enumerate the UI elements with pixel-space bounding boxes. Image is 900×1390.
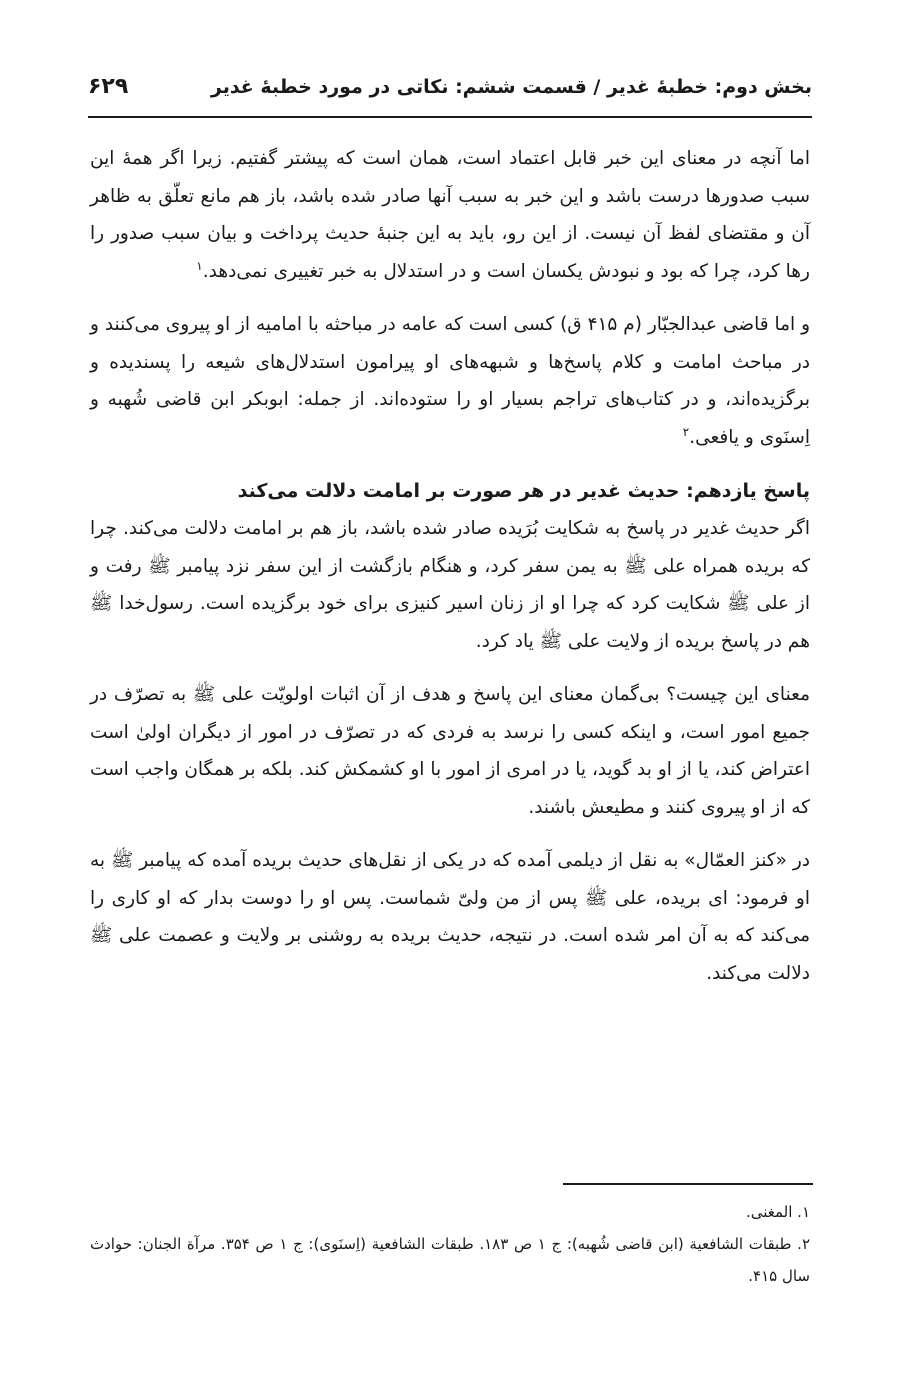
paragraph: در «کنز العمّال» به نقل از دیلمی آمده که در یکی از نقل‌های حدیث بریده آمده که پیامبر ﷺ به او فرمود: ای بریده، علی ﷺ پس از من ولیّ شماست. پس او را دوست بدار که او کاری را می‌کند که به آن امر شده است. در نتیجه، حدیث بریده به روشنی بر ولایت و عصمت علی ﷺ دلالت می‌کند.	[90, 850, 810, 984]
paragraph	[90, 140, 810, 290]
footnotes	[90, 1196, 810, 1292]
paragraph-text: و اما قاضی عبدالجبّار (م ۴۱۵ ق) کسی است که عامه در مباحثه با امامیه از او پیروی می‌کنند و در مباحث امامت و کلام پاسخ‌ها و شبهه‌های او پیرامون استدلال‌های شیعه را پسندیده و برگزیده‌اند، و در کتاب‌های تراجم بسیار او را ستوده‌اند. از جمله: ابوبکر ابن قاضی شُهبه و اِسنَوی و یافعی.	[90, 314, 810, 448]
page-number: ۶۲۹	[88, 74, 129, 99]
footnote: ۲. طبقات الشافعیة (ابن قاضی شُهبه): ج ۱ ص ۱۸۳. طبقات الشافعیة (اِسنَوی): ج ۱ ص ۳۵۴. مرآة الجنان: حوادث سال ۴۱۵.	[90, 1235, 810, 1285]
footnote-marker: ۲	[682, 424, 690, 439]
section-heading: پاسخ یازدهم: حدیث غدیر در هر صورت بر امامت دلالت می‌کند	[237, 480, 810, 502]
running-title: بخش دوم: خطبهٔ غدیر / قسمت ششم: نکاتی در مورد خطبهٔ غدیر	[210, 76, 812, 98]
paragraph: اگر حدیث غدیر در پاسخ به شکایت بُرَیده صادر شده باشد، باز هم بر امامت دلالت می‌کند. چرا که بریده همراه علی ﷺ به یمن سفر کرد، و هنگام بازگشت از این سفر نزد پیامبر ﷺ رفت و از علی ﷺ شکایت کرد که چرا او از زنان اسیر کنیزی برای خود برگزیده است. رسول‌خدا ﷺ هم در پاسخ بریده از ولایت علی ﷺ یاد کرد.	[90, 518, 810, 652]
footnote-marker: ۱	[196, 258, 203, 273]
page-header	[88, 72, 812, 118]
footnote-separator	[563, 1183, 813, 1185]
footnote: ۱. المغنی.	[745, 1203, 810, 1221]
paragraph: معنای این چیست؟ بی‌گمان معنای این پاسخ و هدف از آن اثبات اولویّت علی ﷺ به تصرّف در جمیع امور است، و اینکه کسی را نرسد به فردی که در تصرّف در امور از دیگران اولیٰ است اعتراض کند، یا از او بد گوید، یا در امری از امور با او کشمکش کند. بلکه بر همگان واجب است که از او پیروی کنند و مطیعش باشند.	[90, 684, 810, 818]
paragraph-text: اما آنچه در معنای این خبر قابل اعتماد است، همان است که پیشتر گفتیم. زیرا اگر همهٔ این سبب صدورها درست باشد و این خبر به سبب آنها صادر شده باشد، باز هم مانع تعلّق به ظاهر آن و مقتضای لفظ آن نیست. از این رو، باید به این جنبهٔ حدیث پرداخت و بیان سبب صدور را رها کرد، چرا که بود و نبودش یکسان است و در استدلال به خبر تغییری نمی‌دهد.	[90, 148, 810, 282]
page-body	[90, 140, 810, 1008]
paragraph	[90, 306, 810, 456]
